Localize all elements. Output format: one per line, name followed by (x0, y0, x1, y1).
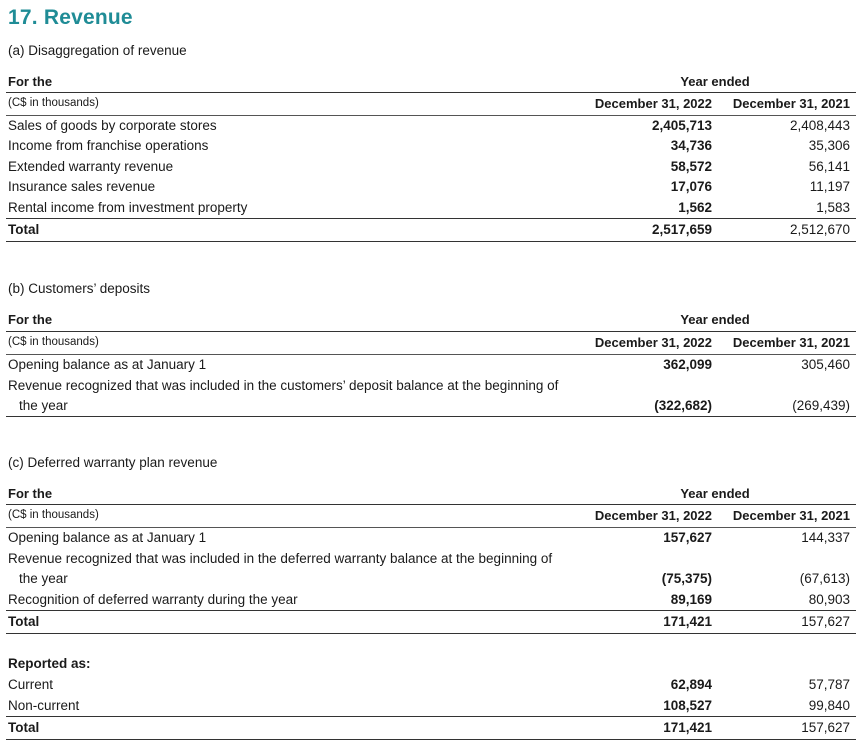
value-2022: 34,736 (670, 138, 712, 153)
row-label-continued: the year (19, 398, 68, 413)
value-2022: (75,375) (661, 571, 712, 586)
divider (6, 331, 856, 332)
value-2021: 11,197 (809, 179, 850, 194)
total-label: Total (8, 720, 40, 735)
row-label: Income from franchise operations (8, 138, 209, 153)
total-2022: 2,517,659 (651, 222, 712, 237)
divider (6, 92, 856, 93)
value-2021: 57,787 (808, 677, 850, 692)
value-2021: 1,583 (816, 200, 850, 215)
row-label: Revenue recognized that was included in the deferred warranty balance at the beginning of (8, 551, 553, 566)
year-ended-label: Year ended (680, 74, 750, 89)
total-2021: 157,627 (801, 720, 850, 735)
section-c-heading: (c) Deferred warranty plan revenue (8, 455, 218, 470)
year-ended-label: Year ended (680, 312, 750, 327)
col-header-2022: December 31, 2022 (594, 335, 712, 350)
row-label: Opening balance as at January 1 (8, 357, 207, 372)
total-2021: 157,627 (801, 614, 850, 629)
unit-label: (C$ in thousands) (8, 97, 99, 109)
value-2021: 35,306 (808, 138, 850, 153)
unit-label: (C$ in thousands) (8, 336, 99, 348)
divider (6, 416, 856, 417)
value-2022: 362,099 (663, 357, 712, 372)
for-the-label: For the (8, 74, 53, 89)
total-label: Total (8, 222, 40, 237)
total-2021: 2,512,670 (789, 222, 850, 237)
divider (6, 115, 856, 116)
row-label: Revenue recognized that was included in the customers’ deposit balance at the beginning of (8, 378, 559, 393)
col-header-2021: December 31, 2021 (732, 335, 850, 350)
row-label: Rental income from investment property (8, 200, 248, 215)
divider (6, 504, 856, 505)
divider (6, 218, 856, 219)
divider (6, 241, 856, 242)
divider (6, 610, 856, 611)
value-2022: 1,562 (678, 200, 712, 215)
col-header-2022: December 31, 2022 (594, 508, 712, 523)
section-b-heading: (b) Customers’ deposits (8, 281, 151, 296)
row-label: Current (8, 677, 54, 692)
value-2021: 144,337 (801, 530, 850, 545)
total-label: Total (8, 614, 40, 629)
value-2022: 108,527 (663, 698, 712, 713)
col-header-2021: December 31, 2021 (732, 508, 850, 523)
value-2022: 17,076 (670, 179, 712, 194)
divider (6, 354, 856, 355)
total-2022: 171,421 (663, 720, 712, 735)
divider (6, 739, 856, 740)
value-2021: 2,408,443 (789, 118, 850, 133)
value-2021: 80,903 (808, 592, 850, 607)
value-2021: 99,840 (808, 698, 850, 713)
value-2022: 89,169 (670, 592, 712, 607)
row-label: Sales of goods by corporate stores (8, 118, 217, 133)
value-2021: (67,613) (799, 571, 850, 586)
col-header-2021: December 31, 2021 (732, 96, 850, 111)
value-2021: 305,460 (801, 357, 850, 372)
reported-as-label: Reported as: (8, 656, 91, 671)
row-label-continued: the year (19, 571, 68, 586)
value-2021: (269,439) (792, 398, 850, 413)
page-title: 17. Revenue (8, 6, 133, 29)
value-2022: 157,627 (663, 530, 712, 545)
divider (6, 633, 856, 634)
value-2022: 62,894 (670, 677, 712, 692)
value-2022: 2,405,713 (651, 118, 712, 133)
for-the-label: For the (8, 312, 53, 327)
row-label: Opening balance as at January 1 (8, 530, 207, 545)
year-ended-label: Year ended (680, 486, 750, 501)
row-label: Non-current (8, 698, 80, 713)
unit-label: (C$ in thousands) (8, 509, 99, 521)
divider (6, 527, 856, 528)
row-label: Insurance sales revenue (8, 179, 156, 194)
value-2022: (322,682) (654, 398, 712, 413)
value-2021: 56,141 (808, 159, 850, 174)
section-a-heading: (a) Disaggregation of revenue (8, 43, 187, 58)
total-2022: 171,421 (663, 614, 712, 629)
col-header-2022: December 31, 2022 (594, 96, 712, 111)
for-the-label: For the (8, 486, 53, 501)
row-label: Recognition of deferred warranty during the year (8, 592, 298, 607)
value-2022: 58,572 (670, 159, 712, 174)
divider (6, 716, 856, 717)
row-label: Extended warranty revenue (8, 159, 174, 174)
